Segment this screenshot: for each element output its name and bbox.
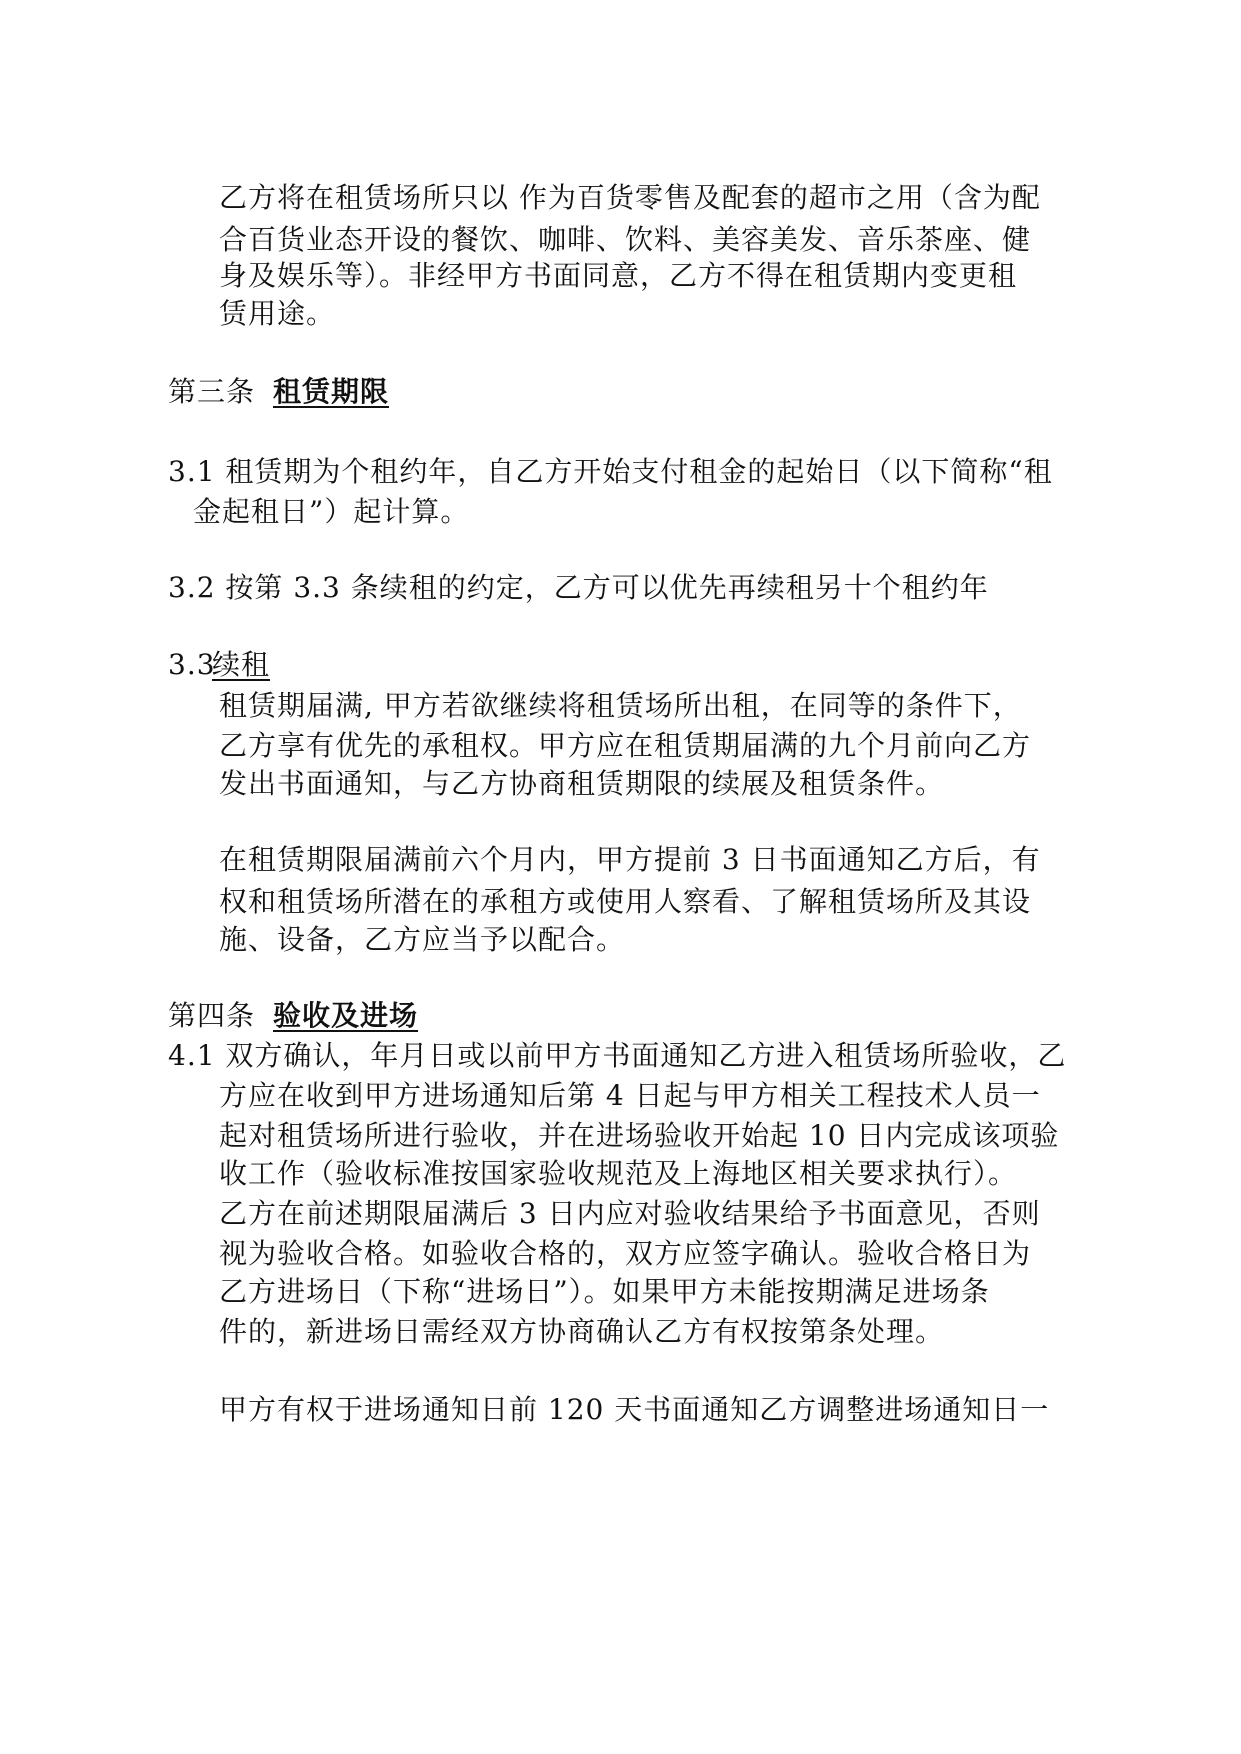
article-4-number: 第四条 xyxy=(168,999,256,1032)
article-3-number: 第三条 xyxy=(168,375,256,408)
text-line: 件的，新进场日需经双方协商确认乙方有权按第条处理。 xyxy=(219,1315,945,1348)
text-line: 发出书面通知，与乙方协商租赁期限的续展及租赁条件。 xyxy=(219,767,945,800)
text-line: 权和租赁场所潜在的承租方或使用人察看、了解租赁场所及其设 xyxy=(219,885,1032,918)
text-line: 乙方享有优先的承租权。甲方应在租赁期届满的九个月前向乙方 xyxy=(219,729,1032,762)
text-line: 金起租日”）起计算。 xyxy=(193,495,470,528)
text-line: 4.1 双方确认，年月日或以前甲方书面通知乙方进入租赁场所验收，乙 xyxy=(168,1039,1067,1072)
article-4-title: 验收及进场 xyxy=(273,999,419,1032)
text-line: 3.1 租赁期为个租约年，自乙方开始支付租金的起始日（以下简称“租 xyxy=(168,455,1053,488)
text-line: 乙方在前述期限届满后 3 日内应对验收结果给予书面意见，否则 xyxy=(219,1197,1041,1230)
clause-4-1-para-2: 甲方有权于进场通知日前 120 天书面通知乙方调整进场通知日一 xyxy=(219,1393,1050,1426)
text-line: 收工作（验收标准按国家验收规范及上海地区相关要求执行）。 xyxy=(219,1157,1018,1190)
text-line: 方应在收到甲方进场通知后第 4 日起与甲方相关工程技术人员一 xyxy=(219,1079,1041,1112)
text-line: 合百货业态开设的餐饮、咖啡、饮料、美容美发、音乐茶座、健 xyxy=(219,223,1032,256)
text-line: 视为验收合格。如验收合格的，双方应签字确认。验收合格日为 xyxy=(219,1237,1032,1270)
text-line: 乙方进场日（下称“进场日”）。如果甲方未能按期满足进场条 xyxy=(219,1275,990,1308)
text-line: 身及娱乐等）。非经甲方书面同意，乙方不得在租赁期内变更租 xyxy=(219,259,1018,292)
clause-3-2: 3.2 按第 3.3 条续租的约定，乙方可以优先再续租另十个租约年 xyxy=(168,571,989,604)
text-line: 在租赁期限届满前六个月内，甲方提前 3 日书面通知乙方后，有 xyxy=(219,843,1041,876)
clause-3-3-title: 续租 xyxy=(212,648,271,681)
clause-3-3-number: 3.3 xyxy=(168,648,216,681)
text-line: 起对租赁场所进行验收，并在进场验收开始起 10 日内完成该项验 xyxy=(219,1119,1060,1152)
text-line: 赁用途。 xyxy=(219,297,336,330)
article-3-title: 租赁期限 xyxy=(273,375,390,408)
text-line: 乙方将在租赁场所只以 作为百货零售及配套的超市之用（含为配 xyxy=(219,181,1041,214)
text-line: 施、设备，乙方应当予以配合。 xyxy=(219,923,626,956)
text-line: 租赁期届满, 甲方若欲继续将租赁场所出租，在同等的条件下， xyxy=(219,689,1022,722)
